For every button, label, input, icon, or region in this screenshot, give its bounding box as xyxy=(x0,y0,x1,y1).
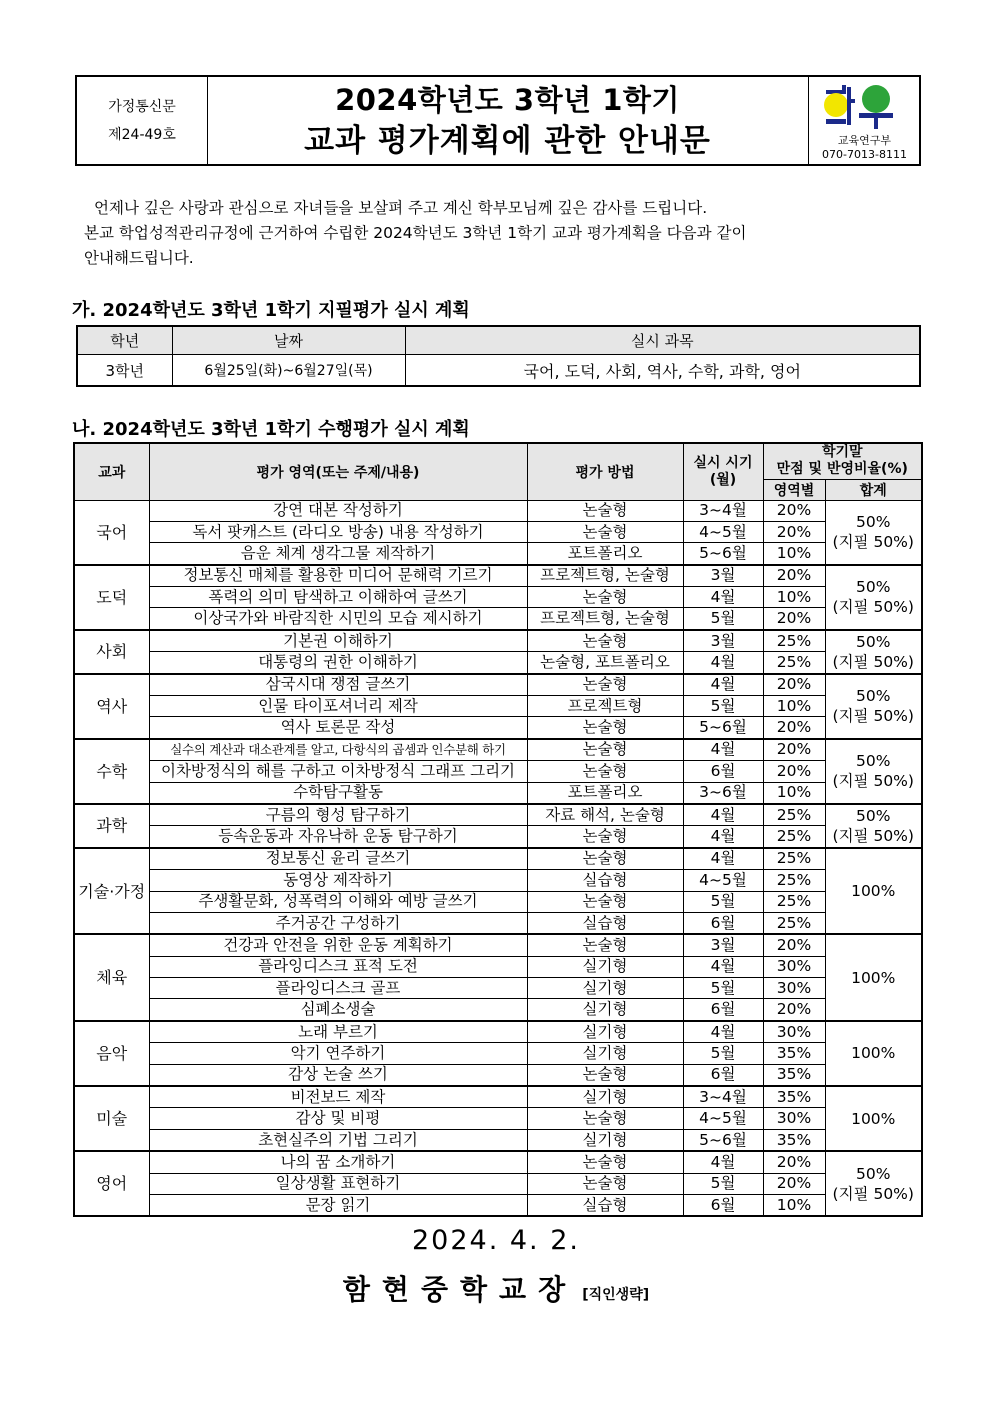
cell-method: 논술형 xyxy=(527,587,683,608)
cell-area: 플라잉디스크 골프 xyxy=(149,978,527,999)
table-row xyxy=(74,1086,922,1108)
table-row xyxy=(74,934,922,956)
cell-ratio: 25% xyxy=(763,804,825,826)
table-row xyxy=(74,870,922,891)
cell-method: 프로젝트형, 논술형 xyxy=(527,565,683,587)
table-row xyxy=(74,826,922,848)
cell-ratio: 25% xyxy=(763,912,825,934)
cell-subject: 도덕 xyxy=(74,565,149,630)
table-row xyxy=(74,1021,922,1043)
col-header-ratio: 학기말 만점 및 반영비율(%) xyxy=(763,443,922,479)
cell-subject: 수학 xyxy=(74,739,149,804)
cell-total: 50% (지필 50%) xyxy=(825,1151,922,1216)
cell-ratio: 10% xyxy=(763,587,825,608)
cell-area: 주생활문화, 성폭력의 이해와 예방 글쓰기 xyxy=(149,891,527,912)
table-row xyxy=(77,355,920,387)
cell-subject: 국어 xyxy=(74,500,149,565)
table-row xyxy=(74,739,922,761)
school-logo-icon xyxy=(809,77,920,133)
cell-timing: 5~6월 xyxy=(683,717,763,739)
cell-ratio: 20% xyxy=(763,934,825,956)
school-signature xyxy=(0,1268,992,1308)
cell-area: 역사 토론문 작성 xyxy=(149,717,527,739)
title-line-2: 교과 평가계획에 관한 안내문 xyxy=(304,122,711,159)
cell-timing: 4월 xyxy=(683,848,763,870)
cell-method: 논술형 xyxy=(527,674,683,696)
issue-date: 2024. 4. 2. xyxy=(412,1225,580,1256)
col-header-ratio-area: 영역별 xyxy=(763,479,825,500)
table-row xyxy=(74,630,922,652)
col-header-ratio-total: 합계 xyxy=(825,479,922,500)
cell-subject: 기술·가정 xyxy=(74,848,149,935)
cell-ratio: 20% xyxy=(763,717,825,739)
table-row xyxy=(74,1064,922,1086)
cell-total: 100% xyxy=(825,1086,922,1151)
cell-timing: 4월 xyxy=(683,1151,763,1173)
cell-timing: 3월 xyxy=(683,630,763,652)
cell-area: 기본권 이해하기 xyxy=(149,630,527,652)
cell-ratio: 35% xyxy=(763,1129,825,1151)
cell-area: 감상 논술 쓰기 xyxy=(149,1064,527,1086)
table-row xyxy=(74,1151,922,1173)
cell-method: 논술형, 포트폴리오 xyxy=(527,652,683,674)
cell-subject: 사회 xyxy=(74,630,149,674)
cell-area: 음운 체계 생각그물 제작하기 xyxy=(149,543,527,565)
principal-name: 함현중학교장 xyxy=(342,1273,578,1306)
cell-timing: 6월 xyxy=(683,1195,763,1217)
table-row xyxy=(74,1195,922,1217)
cell-method: 자료 해석, 논술형 xyxy=(527,804,683,826)
table-row xyxy=(74,999,922,1021)
cell-timing: 3월 xyxy=(683,565,763,587)
cell-total: 50% (지필 50%) xyxy=(825,630,922,674)
stamp-note: [직인생략] xyxy=(582,1287,650,1303)
cell-timing: 4월 xyxy=(683,652,763,674)
col-header-timing: 실시 시기 (월) xyxy=(683,443,763,500)
cell-area: 주거공간 구성하기 xyxy=(149,912,527,934)
cell-method: 논술형 xyxy=(527,739,683,761)
cell-timing: 6월 xyxy=(683,999,763,1021)
cell-area: 문장 읽기 xyxy=(149,1195,527,1217)
cell-ratio: 25% xyxy=(763,848,825,870)
cell-method: 논술형 xyxy=(527,1064,683,1086)
table-row xyxy=(74,782,922,804)
table-row xyxy=(74,500,922,521)
cell-total: 50% (지필 50%) xyxy=(825,739,922,804)
cell-area: 등속운동과 자유낙하 운동 탐구하기 xyxy=(149,826,527,848)
table-row xyxy=(74,956,922,977)
cell-method: 논술형 xyxy=(527,717,683,739)
cell-timing: 5월 xyxy=(683,1043,763,1064)
cell-timing: 4~5월 xyxy=(683,521,763,542)
cell-total: 50% (지필 50%) xyxy=(825,804,922,848)
cell-ratio: 25% xyxy=(763,826,825,848)
cell-ratio: 20% xyxy=(763,1151,825,1173)
written-exam-table xyxy=(76,325,921,387)
cell-area: 일상생활 표현하기 xyxy=(149,1173,527,1194)
cell-method: 포트폴리오 xyxy=(527,543,683,565)
cell-date: 6월25일(화)~6월27일(목) xyxy=(172,355,405,387)
cell-timing: 3~6월 xyxy=(683,782,763,804)
cell-timing: 4월 xyxy=(683,739,763,761)
cell-area: 심폐소생술 xyxy=(149,999,527,1021)
cell-ratio: 10% xyxy=(763,543,825,565)
cell-area: 실수의 계산과 대소관계를 알고, 다항식의 곱셈과 인수분해 하기 xyxy=(149,739,527,761)
cell-method: 논술형 xyxy=(527,521,683,542)
cell-timing: 4월 xyxy=(683,587,763,608)
cell-ratio: 25% xyxy=(763,891,825,912)
cell-method: 논술형 xyxy=(527,500,683,521)
cell-area: 폭력의 의미 탐색하고 이해하여 글쓰기 xyxy=(149,587,527,608)
cell-timing: 6월 xyxy=(683,1064,763,1086)
cell-area: 플라잉디스크 표적 도전 xyxy=(149,956,527,977)
table-row xyxy=(74,1129,922,1151)
cell-timing: 4월 xyxy=(683,956,763,977)
cell-ratio: 30% xyxy=(763,1021,825,1043)
cell-area: 건강과 안전을 위한 운동 계획하기 xyxy=(149,934,527,956)
cell-subjects: 국어, 도덕, 사회, 역사, 수학, 과학, 영어 xyxy=(405,355,920,387)
cell-timing: 5~6월 xyxy=(683,543,763,565)
cell-ratio: 10% xyxy=(763,696,825,717)
cell-total: 100% xyxy=(825,934,922,1021)
table-row xyxy=(74,543,922,565)
cell-subject: 역사 xyxy=(74,674,149,739)
table-row xyxy=(74,1108,922,1129)
intro-text xyxy=(84,196,910,271)
cell-timing: 4월 xyxy=(683,1021,763,1043)
cell-timing: 4월 xyxy=(683,674,763,696)
cell-method: 논술형 xyxy=(527,630,683,652)
doc-type-label: 가정통신문 xyxy=(108,98,176,115)
cell-ratio: 20% xyxy=(763,565,825,587)
table-row xyxy=(74,1173,922,1194)
cell-subject: 영어 xyxy=(74,1151,149,1216)
cell-area: 정보통신 윤리 글쓰기 xyxy=(149,848,527,870)
table-row xyxy=(74,912,922,934)
table-row xyxy=(74,891,922,912)
cell-ratio: 20% xyxy=(763,739,825,761)
cell-method: 프로젝트형 xyxy=(527,696,683,717)
cell-method: 논술형 xyxy=(527,848,683,870)
cell-area: 수학탐구활동 xyxy=(149,782,527,804)
performance-assessment-table xyxy=(73,442,923,1217)
table-row xyxy=(74,848,922,870)
cell-timing: 3~4월 xyxy=(683,1086,763,1108)
cell-subject: 미술 xyxy=(74,1086,149,1151)
col-header-grade: 학년 xyxy=(77,326,172,355)
cell-timing: 5~6월 xyxy=(683,1129,763,1151)
cell-area: 이상국가와 바람직한 시민의 모습 제시하기 xyxy=(149,608,527,630)
col-header-date: 날짜 xyxy=(172,326,405,355)
cell-ratio: 10% xyxy=(763,782,825,804)
cell-ratio: 35% xyxy=(763,1064,825,1086)
cell-area: 인물 타이포셔너리 제작 xyxy=(149,696,527,717)
logo-cell xyxy=(808,77,920,164)
cell-method: 실습형 xyxy=(527,870,683,891)
cell-ratio: 25% xyxy=(763,870,825,891)
cell-method: 실기형 xyxy=(527,956,683,977)
table-row xyxy=(74,521,922,542)
section-a-title: 가. 2024학년도 3학년 1학기 지필평가 실시 계획 xyxy=(72,300,470,321)
cell-area: 감상 및 비평 xyxy=(149,1108,527,1129)
cell-timing: 3~4월 xyxy=(683,500,763,521)
cell-method: 실기형 xyxy=(527,1021,683,1043)
cell-area: 초현실주의 기법 그리기 xyxy=(149,1129,527,1151)
table-row xyxy=(74,674,922,696)
cell-method: 논술형 xyxy=(527,1108,683,1129)
cell-timing: 6월 xyxy=(683,761,763,782)
cell-ratio: 20% xyxy=(763,500,825,521)
cell-method: 실기형 xyxy=(527,1129,683,1151)
header-box xyxy=(75,75,921,166)
cell-area: 정보통신 매체를 활용한 미디어 문해력 기르기 xyxy=(149,565,527,587)
intro-line-1: 언제나 깊은 사랑과 관심으로 자녀들을 보살펴 주고 계신 학부모님께 깊은 감사를 드립니다. xyxy=(94,199,708,217)
cell-area: 노래 부르기 xyxy=(149,1021,527,1043)
cell-timing: 5월 xyxy=(683,891,763,912)
cell-subject: 음악 xyxy=(74,1021,149,1086)
cell-timing: 5월 xyxy=(683,608,763,630)
cell-ratio: 20% xyxy=(763,761,825,782)
table-header-row xyxy=(74,443,922,479)
cell-method: 실습형 xyxy=(527,1195,683,1217)
cell-method: 실기형 xyxy=(527,1086,683,1108)
cell-ratio: 20% xyxy=(763,1173,825,1194)
cell-area: 삼국시대 쟁점 글쓰기 xyxy=(149,674,527,696)
table-row xyxy=(74,1043,922,1064)
cell-method: 실기형 xyxy=(527,978,683,999)
cell-area: 강연 대본 작성하기 xyxy=(149,500,527,521)
intro-line-2: 본교 학업성적관리규정에 근거하여 수립한 2024학년도 3학년 1학기 교과 평가계획을 다음과 같이 xyxy=(84,224,747,242)
cell-total: 100% xyxy=(825,848,922,935)
cell-timing: 4월 xyxy=(683,804,763,826)
table-header-row xyxy=(77,326,920,355)
cell-method: 논술형 xyxy=(527,826,683,848)
doc-info xyxy=(77,77,208,164)
dept-label: 교육연구부 xyxy=(837,134,892,147)
table-row xyxy=(74,978,922,999)
cell-timing: 4월 xyxy=(683,826,763,848)
table-row xyxy=(74,608,922,630)
cell-area: 동영상 제작하기 xyxy=(149,870,527,891)
cell-timing: 5월 xyxy=(683,978,763,999)
table-row xyxy=(74,804,922,826)
col-header-area: 평가 영역(또는 주제/내용) xyxy=(149,443,527,500)
table-row xyxy=(74,761,922,782)
cell-total: 50% (지필 50%) xyxy=(825,674,922,739)
cell-ratio: 20% xyxy=(763,674,825,696)
cell-timing: 4~5월 xyxy=(683,870,763,891)
cell-ratio: 20% xyxy=(763,999,825,1021)
cell-timing: 6월 xyxy=(683,912,763,934)
cell-area: 구름의 형성 탐구하기 xyxy=(149,804,527,826)
cell-grade: 3학년 xyxy=(77,355,172,387)
cell-method: 프로젝트형, 논술형 xyxy=(527,608,683,630)
cell-method: 논술형 xyxy=(527,761,683,782)
cell-ratio: 30% xyxy=(763,978,825,999)
cell-method: 포트폴리오 xyxy=(527,782,683,804)
title-line-1: 2024학년도 3학년 1학기 xyxy=(335,82,680,117)
cell-area: 독서 팟캐스트 (라디오 방송) 내용 작성하기 xyxy=(149,521,527,542)
cell-subject: 과학 xyxy=(74,804,149,848)
phone-label: 070-7013-8111 xyxy=(822,148,907,161)
doc-number: 제24-49호 xyxy=(108,126,176,143)
intro-line-3: 안내해드립니다. xyxy=(84,249,194,267)
col-header-subject: 교과 xyxy=(74,443,149,500)
cell-method: 논술형 xyxy=(527,1173,683,1194)
cell-timing: 5월 xyxy=(683,696,763,717)
assessment-rows xyxy=(74,500,922,1216)
cell-total: 100% xyxy=(825,1021,922,1086)
cell-method: 논술형 xyxy=(527,891,683,912)
cell-timing: 5월 xyxy=(683,1173,763,1194)
cell-ratio: 35% xyxy=(763,1043,825,1064)
table-row xyxy=(74,565,922,587)
doc-title xyxy=(207,77,808,164)
col-header-method: 평가 방법 xyxy=(527,443,683,500)
table-row xyxy=(74,652,922,674)
cell-area: 비전보드 제작 xyxy=(149,1086,527,1108)
cell-timing: 4~5월 xyxy=(683,1108,763,1129)
cell-method: 실기형 xyxy=(527,999,683,1021)
cell-total: 50% (지필 50%) xyxy=(825,565,922,630)
cell-total: 50% (지필 50%) xyxy=(825,500,922,565)
cell-ratio: 30% xyxy=(763,956,825,977)
cell-ratio: 25% xyxy=(763,630,825,652)
table-row xyxy=(74,587,922,608)
cell-method: 논술형 xyxy=(527,1151,683,1173)
cell-area: 나의 꿈 소개하기 xyxy=(149,1151,527,1173)
cell-ratio: 35% xyxy=(763,1086,825,1108)
cell-method: 논술형 xyxy=(527,934,683,956)
table-row xyxy=(74,696,922,717)
cell-ratio: 30% xyxy=(763,1108,825,1129)
col-header-subjects: 실시 과목 xyxy=(405,326,920,355)
cell-area: 대통령의 권한 이해하기 xyxy=(149,652,527,674)
cell-method: 실기형 xyxy=(527,1043,683,1064)
cell-ratio: 25% xyxy=(763,652,825,674)
cell-ratio: 20% xyxy=(763,521,825,542)
cell-area: 악기 연주하기 xyxy=(149,1043,527,1064)
cell-ratio: 10% xyxy=(763,1195,825,1217)
cell-timing: 3월 xyxy=(683,934,763,956)
cell-area: 이차방정식의 해를 구하고 이차방정식 그래프 그리기 xyxy=(149,761,527,782)
table-row xyxy=(74,717,922,739)
section-b-title: 나. 2024학년도 3학년 1학기 수행평가 실시 계획 xyxy=(72,419,470,440)
cell-ratio: 20% xyxy=(763,608,825,630)
cell-subject: 체육 xyxy=(74,934,149,1021)
cell-method: 실습형 xyxy=(527,912,683,934)
